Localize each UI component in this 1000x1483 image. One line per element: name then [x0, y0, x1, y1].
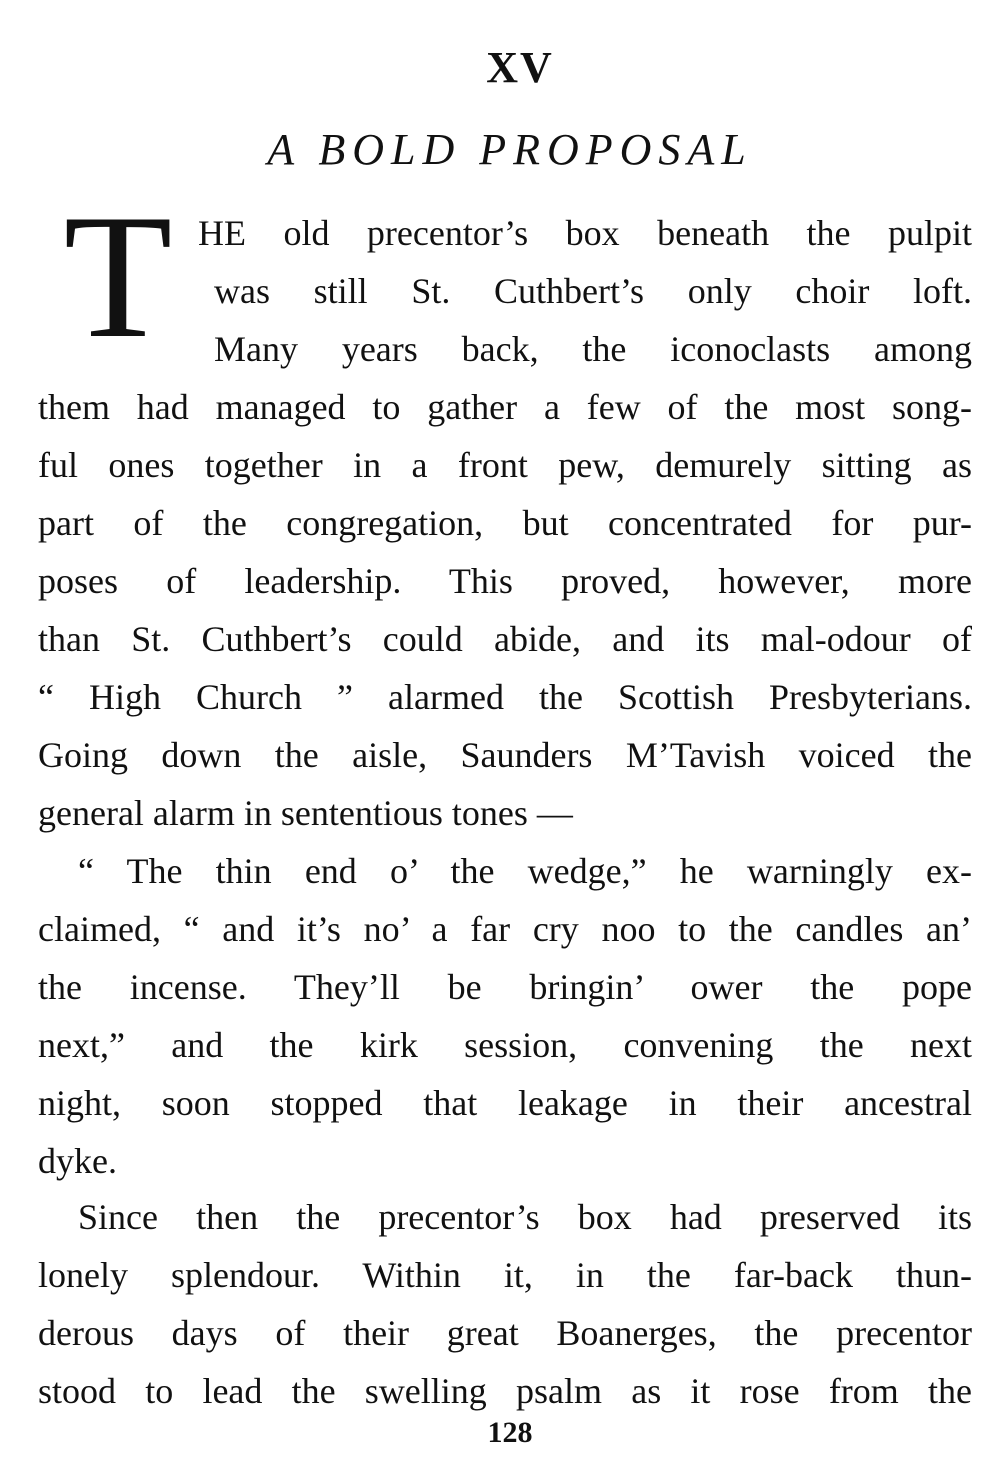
page-number: 128 [487, 1416, 533, 1449]
text-line-6: part of the congregation, but concentrated for pur- [38, 503, 972, 543]
text-line-13: claimed, “ and it’s no’ a far cry noo to the candles an’ [38, 909, 972, 949]
text-line-20: derous days of their great Boanerges, the precentor [38, 1313, 972, 1353]
text-line-15: next,” and the kirk session, convening the next [38, 1025, 972, 1065]
text-line-10: Going down the aisle, Saunders M’Tavish voiced the [38, 735, 972, 775]
text-line-19: lonely splendour. Within it, in the far-back thun- [38, 1255, 972, 1295]
text-line-12: “ The thin end o’ the wedge,” he warningly ex- [78, 851, 972, 891]
text-line-3: Many years back, the iconoclasts among [214, 329, 972, 369]
text-line-21: stood to lead the swelling psalm as it rose from the [38, 1371, 972, 1411]
text-line-5: ful ones together in a front pew, demurely sitting as [38, 445, 972, 485]
chapter-title: A BOLD PROPOSAL [267, 125, 753, 174]
chapter-number: XV [486, 43, 554, 92]
text-line-7: poses of leadership. This proved, however, more [38, 561, 972, 601]
text-line-4: them had managed to gather a few of the most song- [38, 387, 972, 427]
text-line-16: night, soon stopped that leakage in their ancestral [38, 1083, 972, 1123]
text-line-14: the incense. They’ll be bringin’ ower the pope [38, 967, 972, 1007]
text-line-2: was still St. Cuthbert’s only choir loft. [214, 271, 972, 311]
drop-cap: T [63, 177, 173, 375]
text-line-1: HE old precentor’s box beneath the pulpit [198, 213, 972, 253]
text-line-8: than St. Cuthbert’s could abide, and its mal-odour of [38, 619, 972, 659]
text-line-9: “ High Church ” alarmed the Scottish Presbyterians. [38, 677, 972, 717]
text-line-18: Since then the precentor’s box had preserved its [78, 1197, 972, 1237]
text-line-17: dyke. [38, 1141, 117, 1181]
text-line-11: general alarm in sententious tones — [38, 793, 573, 833]
